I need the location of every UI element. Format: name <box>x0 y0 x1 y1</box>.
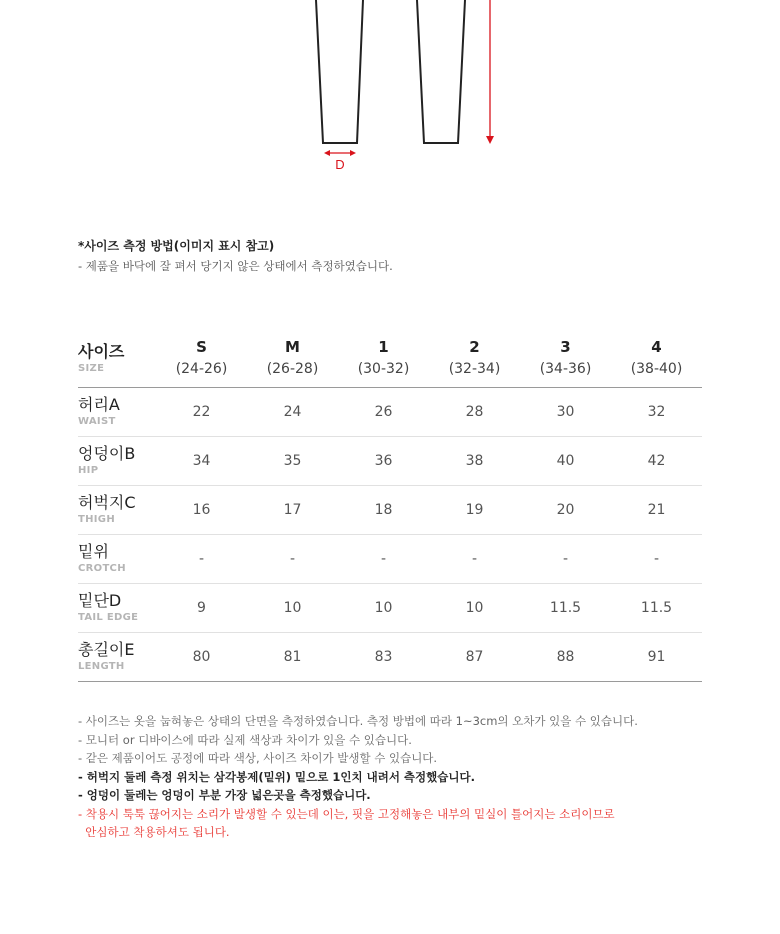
table-row-thigh <box>78 485 702 534</box>
table-row-waist <box>78 387 702 436</box>
table-cell: 42 <box>647 452 666 469</box>
size-range: (24-26) <box>175 361 228 378</box>
size-name: 1 <box>378 338 389 357</box>
table-cell: - <box>380 550 387 567</box>
row-label-en: WAIST <box>78 415 116 427</box>
table-cell: 87 <box>465 648 484 665</box>
table-cell: 38 <box>465 452 484 469</box>
row-label-ko: 허리A <box>78 394 120 414</box>
size-column-m <box>247 332 338 387</box>
size-header-row <box>78 332 702 387</box>
table-row-hip <box>78 436 702 485</box>
table-cell: 22 <box>192 403 211 420</box>
table-cell: 34 <box>192 452 211 469</box>
row-label-en: LENGTH <box>78 660 125 672</box>
table-cell: 35 <box>283 452 302 469</box>
note-process-variation: - 같은 제품이어도 공정에 따라 색상, 사이즈 차이가 발생할 수 있습니다. <box>78 751 438 765</box>
size-label-ko: 사이즈 <box>78 342 125 362</box>
size-name: 4 <box>651 338 662 357</box>
size-name: S <box>196 338 207 357</box>
hem-arrowhead-left-icon <box>324 150 330 156</box>
table-cell: 9 <box>197 599 206 616</box>
size-name: 3 <box>560 338 571 357</box>
row-label-ko: 엉덩이B <box>78 443 136 463</box>
table-cell: 83 <box>374 648 393 665</box>
size-range: (34-36) <box>539 361 592 378</box>
table-cell: - <box>562 550 569 567</box>
note-measurement-error: - 사이즈는 옷을 눕혀놓은 상태의 단면을 측정하였습니다. 측정 방법에 따라 1~3cm의 오차가 있을 수 있습니다. <box>78 714 638 728</box>
table-cell: 80 <box>192 648 211 665</box>
pants-measurement-diagram <box>0 0 780 190</box>
size-range: (32-34) <box>448 361 501 378</box>
table-cell: 21 <box>647 501 666 518</box>
table-cell: - <box>289 550 296 567</box>
note-hip-measurement: - 엉덩이 둘레는 엉덩이 부분 가장 넓은곳을 측정했습니다. <box>78 788 371 802</box>
row-label <box>78 583 156 632</box>
size-column-4 <box>611 332 702 387</box>
table-cell: - <box>653 550 660 567</box>
table-cell: 19 <box>465 501 484 518</box>
note-thigh-measurement: - 허벅지 둘레 측정 위치는 삼각봉제(밑위) 밑으로 1인치 내려서 측정했습니다. <box>78 769 475 784</box>
row-label-en: THIGH <box>78 513 115 525</box>
row-label <box>78 632 156 681</box>
row-label-en: CROTCH <box>78 562 126 574</box>
hem-arrowhead-right-icon <box>350 150 356 156</box>
measurement-method-title: *사이즈 측정 방법(이미지 표시 참고) <box>78 239 275 253</box>
table-cell: 24 <box>283 403 302 420</box>
note-monitor-color: - 모니터 or 디바이스에 따라 실제 색상과 차이가 있을 수 있습니다. <box>78 732 412 747</box>
table-cell: 26 <box>374 403 393 420</box>
table-cell: 10 <box>465 599 484 616</box>
row-label <box>78 436 156 485</box>
table-cell: - <box>471 550 478 567</box>
table-cell: 28 <box>465 403 484 420</box>
table-row-length <box>78 632 702 681</box>
row-label-ko: 총길이E <box>78 639 135 659</box>
size-range: (38-40) <box>630 361 683 378</box>
table-cell: 16 <box>192 501 211 518</box>
table-cell: 81 <box>283 648 302 665</box>
table-cell: 40 <box>556 452 575 469</box>
row-label <box>78 387 156 436</box>
row-label-ko: 허벅지C <box>78 492 136 512</box>
table-cell: 11.5 <box>640 599 673 616</box>
measurement-method-description: - 제품을 바닥에 잘 펴서 당기지 않은 상태에서 측정하였습니다. <box>78 259 393 273</box>
size-chart-table <box>78 332 702 682</box>
table-cell: 11.5 <box>549 599 582 616</box>
table-cell: 10 <box>374 599 393 616</box>
row-label-ko: 밑위 <box>78 541 109 561</box>
size-name: M <box>285 338 300 357</box>
size-range: (26-28) <box>266 361 319 378</box>
table-cell: 17 <box>283 501 302 518</box>
notes-list <box>78 712 718 842</box>
hem-label-d: D <box>335 157 345 172</box>
size-range: (30-32) <box>357 361 410 378</box>
row-label <box>78 485 156 534</box>
table-cell: 10 <box>283 599 302 616</box>
size-column-s <box>156 332 247 387</box>
row-label <box>78 534 156 583</box>
table-cell: - <box>198 550 205 567</box>
row-label-en: TAIL EDGE <box>78 611 139 623</box>
size-name: 2 <box>469 338 480 357</box>
table-cell: 36 <box>374 452 393 469</box>
row-label-ko: 밑단D <box>78 590 122 610</box>
size-label-en: SIZE <box>78 363 105 375</box>
row-label-en: HIP <box>78 464 99 476</box>
size-header-label <box>78 332 156 387</box>
size-column-3 <box>520 332 611 387</box>
left-pant-leg-outline <box>316 0 363 143</box>
table-cell: 20 <box>556 501 575 518</box>
note-thread-sound-reassure: 안심하고 착용하셔도 됩니다. <box>78 825 230 839</box>
size-column-2 <box>429 332 520 387</box>
right-pant-leg-outline <box>417 0 465 143</box>
table-row-crotch <box>78 534 702 583</box>
table-row-tail-edge <box>78 583 702 632</box>
table-cell: 32 <box>647 403 666 420</box>
size-column-1 <box>338 332 429 387</box>
length-arrowhead-icon <box>486 136 494 144</box>
table-cell: 91 <box>647 648 666 665</box>
table-cell: 30 <box>556 403 575 420</box>
table-cell: 88 <box>556 648 575 665</box>
note-thread-sound-warning: - 착용시 툭툭 끊어지는 소리가 발생할 수 있는데 이는, 핏을 고정해놓은 내부의 밑실이 틀어지는 소리이므로 <box>78 806 615 821</box>
table-cell: 18 <box>374 501 393 518</box>
